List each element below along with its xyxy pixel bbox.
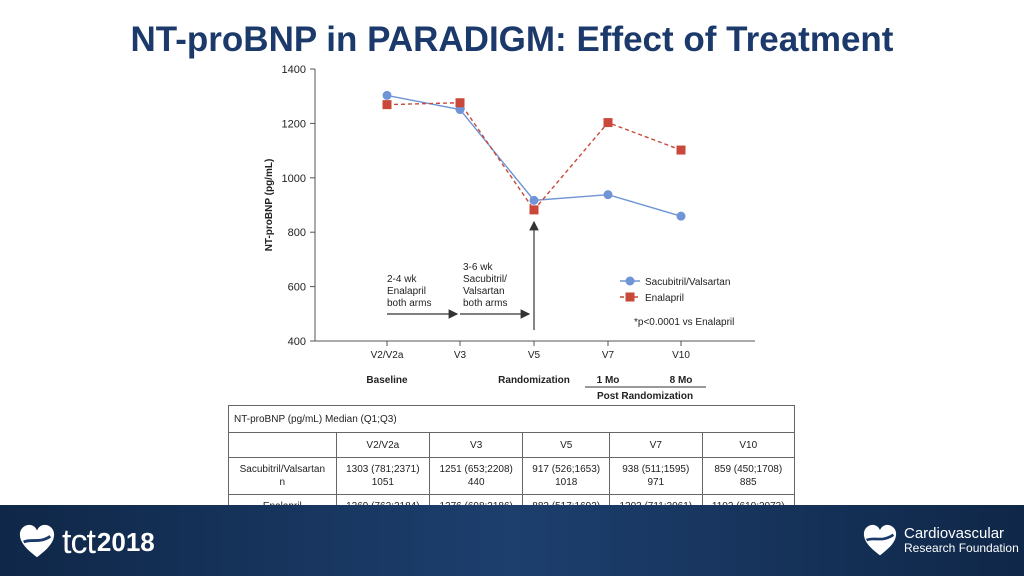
table-header-cell: V3 (430, 433, 523, 458)
table-header-blank (229, 433, 337, 458)
phase2-label: both arms (463, 298, 508, 309)
table-cell: 1303 (781;2371) 1051 (336, 458, 429, 495)
randomization-label: Randomization (498, 375, 570, 386)
data-point (456, 98, 465, 107)
data-point (677, 146, 686, 155)
table-header-cell: V7 (610, 433, 702, 458)
one-month-label: 1 Mo (596, 375, 620, 386)
table-header-cell: V10 (702, 433, 794, 458)
phase2-label: 3-6 wk (463, 262, 493, 273)
phase1-label: both arms (387, 298, 432, 309)
x-tick-label: V3 (453, 350, 467, 361)
y-tick-label: 1400 (281, 64, 306, 76)
phase1-label: Enalapril (387, 286, 426, 297)
data-point (604, 118, 613, 127)
crf-line2: Research Foundation (904, 541, 1019, 555)
y-tick-label: 1200 (281, 118, 306, 131)
row-label: Sacubitril/Valsartan n (229, 458, 337, 495)
y-tick-label: 400 (287, 336, 306, 348)
table-cell: 917 (526;1653) 1018 (523, 458, 610, 495)
tct-year: 2018 (96, 526, 155, 557)
data-point (383, 91, 392, 100)
legend-label: Sacubitril/Valsartan (645, 277, 731, 288)
series-line-enalapril (387, 103, 681, 210)
y-tick-label: 800 (287, 227, 306, 240)
x-tick-label: V2/V2a (370, 350, 404, 361)
chart-annotations (366, 222, 734, 402)
table-cell: 938 (511;1595) 971 (610, 458, 702, 495)
crf-line1: Cardiovascular (904, 525, 1005, 542)
table-header-row (229, 433, 795, 458)
table-header-cell: V5 (523, 433, 610, 458)
x-tick-label: V5 (527, 350, 541, 361)
baseline-label: Baseline (366, 375, 408, 386)
heart-icon (18, 523, 56, 561)
phase2-label: Sacubitril/ (463, 274, 507, 285)
x-tick-label: V7 (601, 350, 615, 361)
post-randomization-label: Post Randomization (596, 391, 694, 402)
slide-title: NT-proBNP in PARADIGM: Effect of Treatment (130, 20, 894, 59)
table-caption: NT-proBNP (pg/mL) Median (Q1;Q3) (229, 406, 795, 433)
data-point (677, 212, 686, 221)
chart-series-points (383, 91, 686, 221)
x-tick-label: V10 (672, 350, 690, 361)
table-header-cell: V2/V2a (336, 433, 429, 458)
data-point (530, 196, 539, 205)
legend-label: Enalapril (645, 293, 684, 304)
table-cell: 1251 (653;2208) 440 (430, 458, 523, 495)
chart-footnote: *p<0.0001 vs Enalapril (634, 317, 735, 328)
phase2-label: Valsartan (463, 286, 505, 297)
eight-month-label: 8 Mo (669, 375, 693, 386)
data-point (530, 205, 539, 214)
heart-icon (862, 524, 898, 558)
y-axis-label: NT-proBNP (pg/mL) (264, 158, 275, 252)
y-tick-label: 600 (287, 281, 306, 294)
data-point (604, 190, 613, 199)
tct-wordmark: tct (62, 522, 95, 561)
table-row-sacubitril (229, 458, 795, 495)
y-tick-label: 1000 (281, 172, 306, 185)
crf-logo (862, 524, 1019, 558)
phase1-label: 2-4 wk (387, 274, 417, 285)
table-cell: 859 (450;1708) 885 (702, 458, 794, 495)
tct-logo (18, 522, 155, 562)
legend-marker (626, 277, 635, 286)
data-point (383, 100, 392, 109)
legend-marker (626, 293, 635, 302)
